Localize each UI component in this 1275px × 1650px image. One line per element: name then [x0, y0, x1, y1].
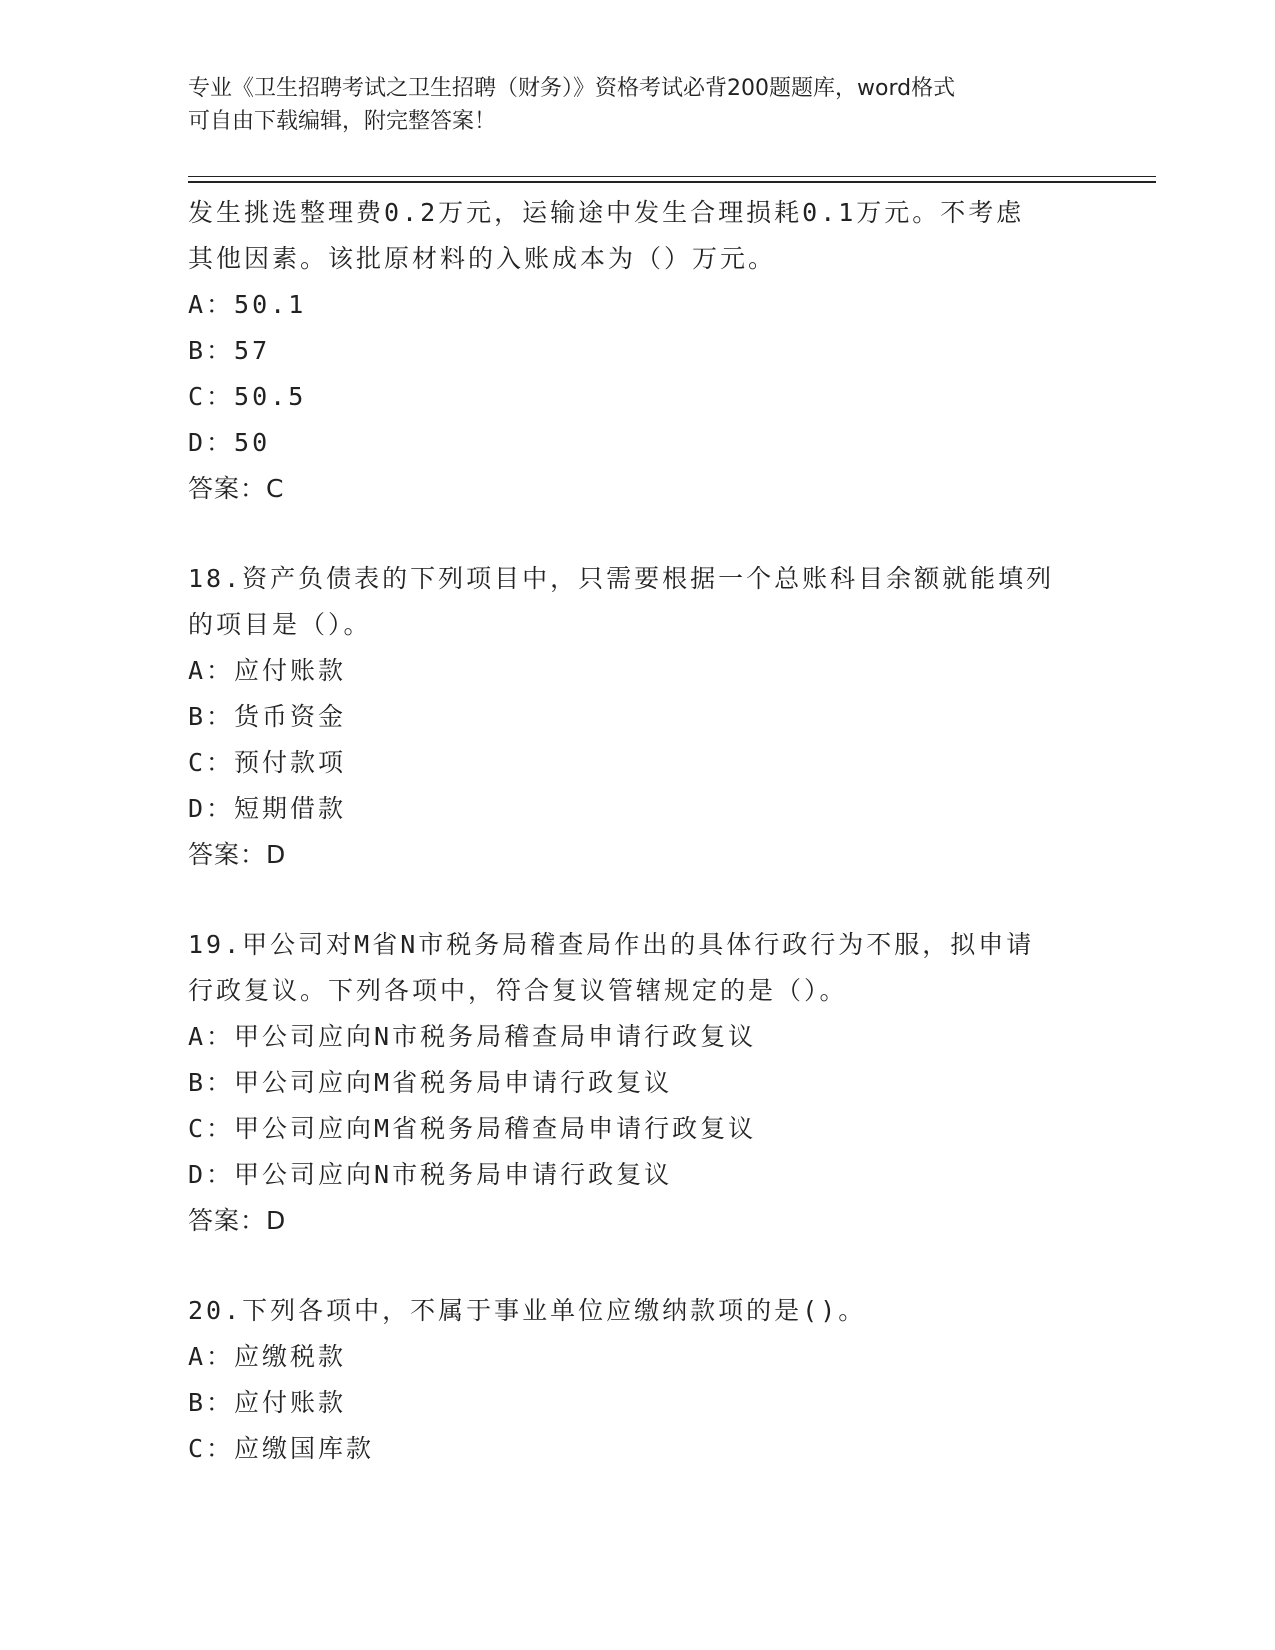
question-text: 的项目是（）。	[188, 610, 372, 639]
header-line-1: 专业《卫生招聘考试之卫生招聘（财务）》资格考试必背200题题库，word格式	[188, 76, 956, 101]
question-text: 行政复议。下列各项中，符合复议管辖规定的是（）。	[188, 976, 848, 1005]
option-c: C：预付款项	[188, 748, 347, 777]
document-header	[188, 72, 1088, 138]
question-text: 其他因素。该批原材料的入账成本为（）万元。	[188, 244, 777, 273]
option-b: B：应付账款	[188, 1388, 347, 1417]
question-17	[188, 190, 1088, 512]
header-rule-thin	[188, 176, 1156, 177]
question-19	[188, 922, 1088, 1244]
option-b: B：57	[188, 336, 271, 365]
question-text: 20.下列各项中，不属于事业单位应缴纳款项的是()。	[188, 1296, 867, 1325]
option-d: D：短期借款	[188, 794, 347, 823]
answer: 答案：D	[188, 1206, 287, 1235]
option-c: C：50.5	[188, 382, 307, 411]
question-20	[188, 1288, 1088, 1472]
header-rule-thick	[188, 181, 1156, 183]
option-a: A：应缴税款	[188, 1342, 347, 1371]
option-d: D：50	[188, 428, 271, 457]
option-a: A：甲公司应向N市税务局稽查局申请行政复议	[188, 1022, 757, 1051]
option-b: B：货币资金	[188, 702, 347, 731]
option-c: C：应缴国库款	[188, 1434, 375, 1463]
header-line-2: 可自由下载编辑，附完整答案！	[188, 109, 497, 134]
answer: 答案：D	[188, 840, 287, 869]
option-d: D：甲公司应向N市税务局申请行政复议	[188, 1160, 673, 1189]
answer: 答案：C	[188, 474, 285, 503]
question-text: 19.甲公司对M省N市税务局稽查局作出的具体行政行为不服，拟申请	[188, 930, 1035, 959]
question-list	[188, 190, 1088, 1472]
option-a: A：应付账款	[188, 656, 347, 685]
question-text: 发生挑选整理费0.2万元，运输途中发生合理损耗0.1万元。不考虑	[188, 198, 1025, 227]
question-text: 18.资产负债表的下列项目中，只需要根据一个总账科目余额就能填列	[188, 564, 1055, 593]
option-a: A：50.1	[188, 290, 307, 319]
question-18	[188, 556, 1088, 878]
option-c: C：甲公司应向M省税务局稽查局申请行政复议	[188, 1114, 757, 1143]
option-b: B：甲公司应向M省税务局申请行政复议	[188, 1068, 673, 1097]
